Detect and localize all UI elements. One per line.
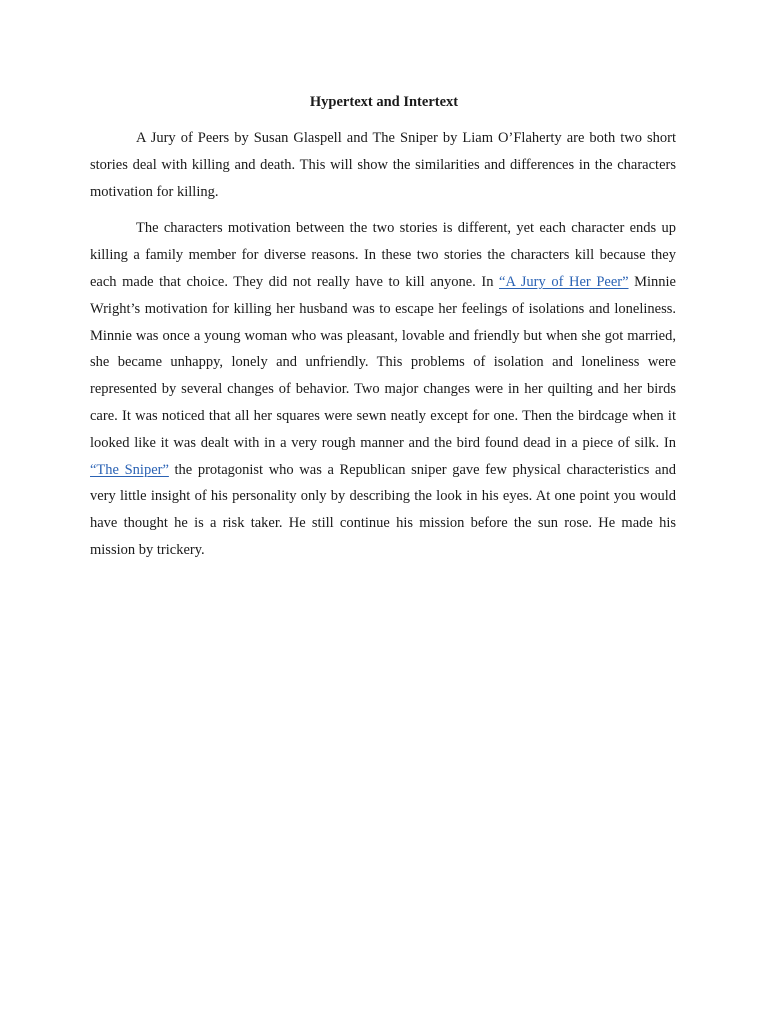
paragraph-text: Minnie Wright’s motivation for killing her husband was to escape her feelings of isolations and loneliness. Minnie was once a young woman who was pleasant, lovable and friendly but when she got married, she became unhappy, lonely and unfriendly. This problems of isolation and loneliness were represented by several changes of behavior. Two major changes were in her quilting and her birds care. It was noticed that all her squares were sewn neatly except for one. Then the birdcage when it looked like it was dealt with in a very rough manner and the bird found dead in a piece of silk. In (90, 273, 676, 451)
document-body (90, 125, 676, 574)
paragraph-text: the protagonist who was a Republican sniper gave few physical characteristics and very little insight of his personality only by describing the look in his eyes. At one point you would have thought he is a risk taker. He still continue his mission before the sun rose. He made his mission by trickery. (90, 461, 676, 558)
paragraph-intro: A Jury of Peers by Susan Glaspell and The Sniper by Liam O’Flaherty are both two short stories deal with killing and death. This will show the similarities and differences in the characters motivation for killing. (90, 130, 676, 200)
the-sniper-link[interactable]: “The Sniper” (90, 461, 169, 478)
paragraph-analysis (90, 215, 676, 563)
document-title: Hypertext and Intertext (309, 94, 459, 110)
paragraph-text: The characters motivation between the two stories is different, yet each character ends up killing a family member for diverse reasons. In these two stories the characters kill because they each made that choice. They did not really have to kill anyone. In (90, 220, 676, 290)
jury-of-her-peer-link[interactable]: “A Jury of Her Peer” (499, 273, 629, 290)
